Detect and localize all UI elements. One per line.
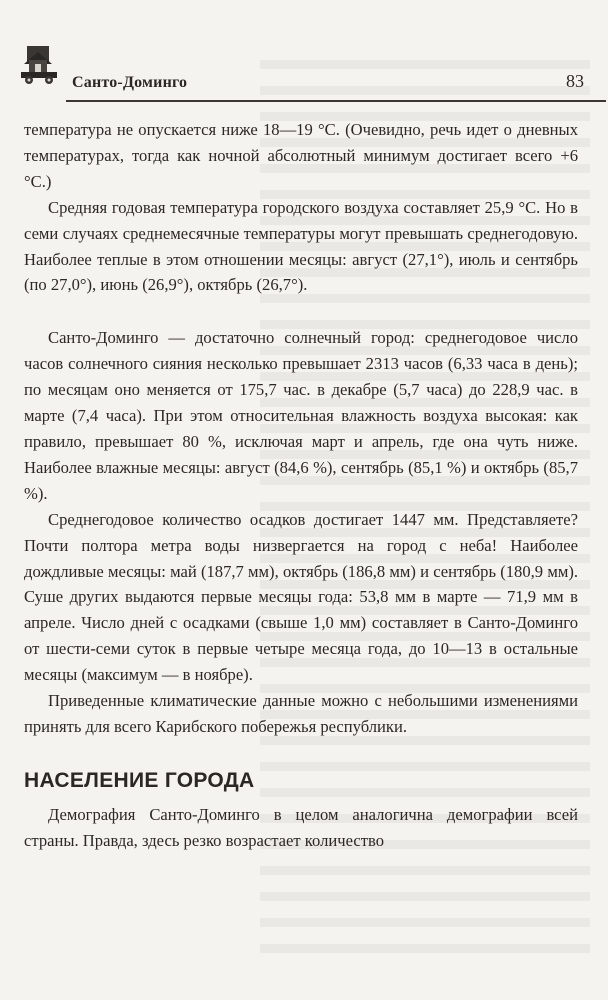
house-emblem-icon (18, 44, 62, 86)
paragraph: Санто-Доминго — достаточно солнечный город: среднегодовое число часов солнечного сияния несколько превышает 2313 часов (6,33 часа в день); по месяцам оно меняется от 175,7 час. в декабре (5,7 часа) до 228,9 час. в марте (7,4 часа). При этом относительная влажность воздуха высокая: как правило, превышает 80 %, исключая март и апрель, где она чуть ниже. Наиболее влажные месяцы: август (84,6 %), сентябрь (85,1 %) и октябрь (85,7 %). (24, 328, 578, 503)
section-heading: НАСЕЛЕНИЕ ГОРОДА (24, 768, 255, 792)
page-number: 83 (566, 71, 584, 91)
paragraph: Средняя годовая температура городского воздуха составляет 25,9 °С. Но в семи случаях среднемесячные температуры могут превышать среднегодовую. Наиболее теплые в этом отношении месяцы: август (27,1°), июль и сентябрь (по 27,0°), июнь (26,9°), октябрь (26,7°). (24, 197, 578, 295)
running-header-title: Санто-Доминго (72, 74, 188, 91)
paragraph: Демография Санто-Доминго в целом аналогична демографии всей страны. Правда, здесь резко возрастает количество (24, 804, 578, 850)
header-rule (66, 100, 606, 102)
paragraph: Среднегодовое количество осадков достигает 1447 мм. Представляете? Почти полтора метра воды низвергается на город с неба! Наиболее дождливые месяцы: май (187,7 мм), октябрь (186,8 мм) и сентябрь (180,9 мм). Суше других выдаются первые месяцы года: 53,8 мм в марте — 71,9 мм в апреле. Число дней с осадками (свыше 1,0 мм) составляет в Санто-Доминго от шести-семи суток в первые четыре месяца года, до 10—13 в остальные месяцы (максимум — в ноябре). (24, 509, 578, 685)
running-header (14, 44, 594, 96)
paragraph-continued: температура не опускается ниже 18—19 °С. (Очевидно, речь идет о дневных температурах, тогда как ночной абсолютный минимум достигает всего +6 °С.) (24, 120, 578, 191)
paragraph: Приведенные климатические данные можно с небольшими изменениями принять для всего Карибского побережья республики. (24, 691, 578, 736)
body-text (24, 117, 578, 854)
